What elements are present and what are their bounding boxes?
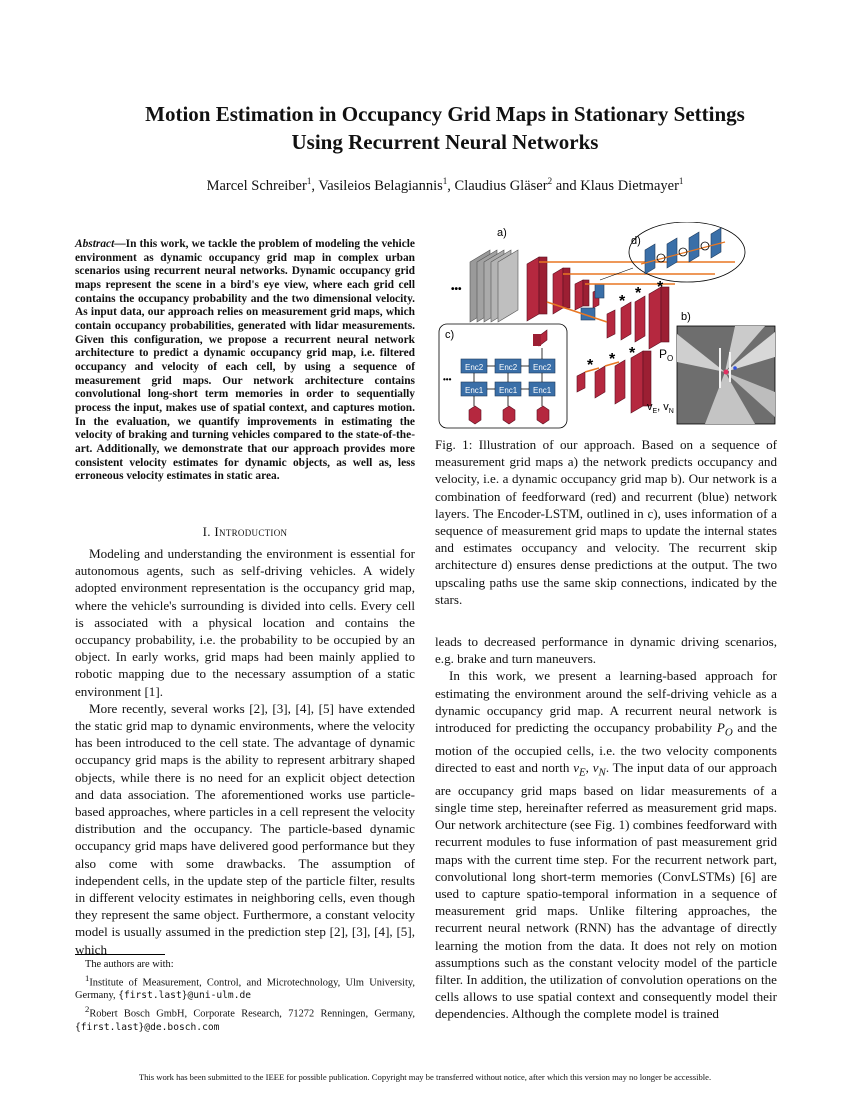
figure-label-c: c) <box>445 329 455 341</box>
intro-p3-part-a: In this work, we present a learning-based approach for estimating the environment around the self-driving vehicle as a dynamic occupancy grid map. A recurrent neural network is introduced for predicting the occupancy probability <box>435 668 777 736</box>
enc1-label: Enc1 <box>533 386 552 395</box>
arxiv-stamp <box>6 290 66 690</box>
footnote-1-text: Institute of Measurement, Control, and Microtechnology, Ulm University, Germany, <box>75 976 415 1002</box>
author-affiliation: 1 <box>678 176 684 186</box>
section-number: I. <box>202 524 215 539</box>
footnote-2 <box>75 1003 415 1034</box>
paper-title-line-2: Using Recurrent Neural Networks <box>291 130 599 154</box>
footnote-2-text: Robert Bosch GmbH, Corporate Research, 71272 Renningen, Germany, <box>89 1008 415 1020</box>
intro-paragraph-1: Modeling and understanding the environment is essential for autonomous agents, such as self-driving vehicles. A widely adopted environment representation is the occupancy grid map, where the vehicle's surrounding is divided into cells. Every cell is associated with a physical location and contains the occupancy probability, i.e. the probability to be occupied by an object. In early works, grid maps had been mainly applied to robotic mapping due to the necessary assumption of a static environment [1]. <box>75 546 415 699</box>
abstract-dash: — <box>114 238 126 250</box>
figure-1-caption: Fig. 1: Illustration of our approach. Based on a sequence of measurement grid maps a) the network predicts occupancy and velocity, i.e. a dynamic occupancy grid map b). Our network is a combination of feedforward (red) and recurrent (blue) network layers. The Encoder-LSTM, outlined in c), uses information of a sequence of measurement grid maps to update the internal states and estimates occupancy and velocity. The recurrent skip architecture d) ensures dense predictions at the output. The two upscaling paths use the same skip connections, indicated by the stars. <box>435 437 777 607</box>
intro-paragraph-2: More recently, several works [2], [3], [4], [5] have extended the static grid map to dynamic environments, where the velocity has been introduced to the cell state. The advantage of dynamic occupancy grid maps is the ability to represent arbitrary shaped objects, while there is no need for an explicit object detection and data association. The aforementioned works use particle-based approaches, where particles in a cell represent the velocity distribution and the occupancy. The particle-based dynamic occupancy grid maps have delivered good performance but they also come with some drawbacks. The assumption of independent cells, in the update step of the particle filter, results in different velocity estimates in neighboring cells, even though they represent the same object. Furthermore, a constant velocity model is usually assumed in the prediction step [2], [3], [4], [5], which <box>75 700 415 957</box>
encoder-lstm-detail <box>439 324 567 428</box>
skip-star: * <box>619 293 626 310</box>
section-heading <box>75 524 415 540</box>
figure-label-a: a) <box>497 227 507 239</box>
author-name: Claudius Gläser <box>454 177 548 194</box>
skip-star: * <box>609 351 616 368</box>
author-list <box>60 176 830 195</box>
math-v-sep: , v <box>585 760 599 776</box>
skip-star: * <box>629 345 636 362</box>
footnote-intro: The authors are with: <box>85 959 174 970</box>
footnote-2-email: {first.last}@de.bosch.com <box>75 1021 220 1033</box>
dynamic-grid-map-output <box>677 326 775 424</box>
abstract-text: In this work, we tackle the problem of modeling the vehicle environment as dynamic occupancy grid map in complex urban scenarios using recurrent neural networks. Dynamic occupancy grid maps represent the scene in a bird's eye view, where each grid cell contains the occupancy probability and the two dimensional velocity. As input data, our approach relies on measurement grid maps, which contain occupancy probabilities, generated with lidar measurements. Given this configuration, we propose a recurrent neural network architecture to predict a dynamic occupancy grid map, i.e. filtered occupancy and velocity of each cell, by using a sequence of measurement grid maps. Our network architecture contains convolutional long-short term memories in order to sequentially process the input, makes use of spatial context, and captures motion. In the evaluation, we quantify improvements in estimating the velocity of braking and turning vehicles compared to the state-of-the-art. Additionally, we demonstrate that our approach provides more consistent velocity estimates for dynamic objects, as well as, less erroneous velocity estimates in static area. <box>75 238 415 483</box>
footnote-1 <box>75 972 415 1003</box>
figure-dots-c: ••• <box>443 375 452 384</box>
author-separator: and <box>552 177 581 194</box>
math-v: v <box>573 760 579 776</box>
enc1-label: Enc1 <box>499 386 518 395</box>
intro-p3-part-b: and the motion of the occupied cells, i.e. the two velocity components directed to east and north <box>435 720 778 776</box>
intro-paragraph-continued: leads to decreased performance in dynamic driving scenarios, e.g. brake and turn maneuvers. <box>435 634 777 667</box>
author-name: Klaus Dietmayer <box>580 177 679 194</box>
author-name: Marcel Schreiber <box>206 177 307 194</box>
paper-title-line-1: Motion Estimation in Occupancy Grid Maps in Stationary Settings <box>145 102 745 126</box>
abstract <box>75 238 415 484</box>
intro-p3-part-c: . The input data of our approach are occupancy grid maps based on lidar measurements of a single time step, hereinafter referred as measurement grid maps. Our network architecture (see Fig. 1) combines feedforward with recurrent modules to fuse information of past measurement grid maps with the current time step. For the recurrent network part, convolutional long short-term memories (ConvLSTMs) [6] are used to capture spatio-temporal information in a sequence of measurement grid maps. Unlike filtering approaches, the recurrent neural network (RNN) has the advantage of directly learning the motion from the data. It does not rely on motion assumptions such as the constant velocity model of the particle filter. In addition, the utilization of convolution operations on the cells allows to use spatial context and consequently model their dependencies. Although the complete model is trained <box>435 760 778 1022</box>
footnotes <box>75 958 415 1034</box>
math-v-sub-e: E <box>579 766 586 779</box>
section-title: Introduction <box>214 524 288 539</box>
footnote-1-mark: 1 <box>85 972 90 983</box>
measurement-grid-stack <box>470 250 518 322</box>
figure-dots-top: ••• <box>451 284 462 295</box>
footnote-rule <box>75 954 165 955</box>
author-separator: , <box>447 177 455 194</box>
author-name: Vasileios Belagiannis <box>318 177 443 194</box>
author-separator: , <box>311 177 319 194</box>
figure-label-d: d) <box>631 235 641 247</box>
figure-label-b: b) <box>681 311 691 323</box>
skip-star: * <box>657 279 664 296</box>
abstract-label: Abstract <box>75 238 115 250</box>
math-po-sub: O <box>724 726 733 739</box>
velocity-output-label: $v_E$, $v_N$ <box>647 401 674 415</box>
submission-note: This work has been submitted to the IEEE for possible publication. Copyright may be transferred without notice, after which this version may no longer be accessible. <box>138 1072 712 1082</box>
intro-right-column <box>435 633 777 1023</box>
intro-paragraph-3 <box>435 667 777 1022</box>
footnote-1-email: {first.last}@uni-ulm.de <box>118 990 252 1002</box>
intro-left-column <box>75 545 415 958</box>
enc2-label: Enc2 <box>533 363 552 372</box>
author-affiliation: 1 <box>442 176 448 186</box>
author-affiliation: 2 <box>547 176 553 186</box>
enc2-label: Enc2 <box>499 363 518 372</box>
math-v-sub-n: N <box>598 766 606 779</box>
occupancy-output-label: $P_O$ <box>659 347 674 363</box>
enc1-label: Enc1 <box>465 386 484 395</box>
figure-1 <box>435 222 777 432</box>
footnote-2-mark: 2 <box>85 1003 90 1014</box>
author-affiliation: 1 <box>306 176 312 186</box>
skip-star: * <box>587 357 594 374</box>
math-po: P <box>716 720 725 736</box>
recurrent-skip-detail <box>600 222 745 282</box>
enc2-label: Enc2 <box>465 363 484 372</box>
skip-star: * <box>635 285 642 302</box>
